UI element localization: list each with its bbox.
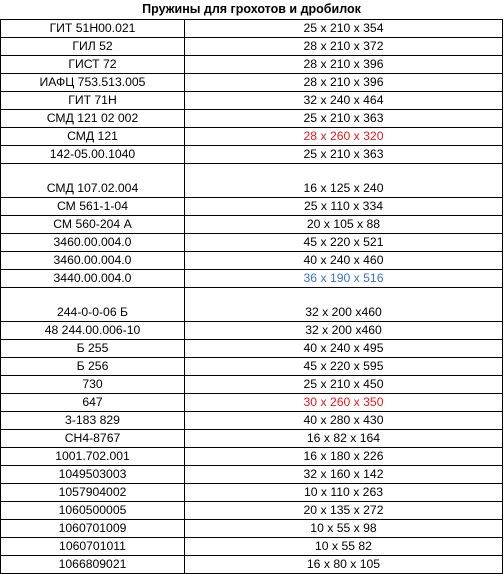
part-code-cell[interactable]: ГИЛ 52 [1, 38, 185, 56]
table-row [1, 288, 503, 322]
spring-size-cell[interactable]: 28 х 210 х 372 [185, 38, 503, 56]
spring-size-cell[interactable]: 32 х 200 х460 [185, 288, 503, 322]
part-code-cell[interactable]: СМД 121 02 002 [1, 110, 185, 128]
table-row [1, 556, 503, 574]
part-code-cell[interactable]: СМ 560-204 А [1, 216, 185, 234]
spring-size-cell[interactable]: 40 х 280 х 430 [185, 412, 503, 430]
table-row [1, 376, 503, 394]
part-code-cell[interactable]: 647 [1, 394, 185, 412]
table-row [1, 394, 503, 412]
table-row [1, 358, 503, 376]
part-code-cell[interactable]: 1049503003 [1, 466, 185, 484]
spring-size-cell[interactable]: 28 х 210 х 396 [185, 56, 503, 74]
part-code-cell[interactable]: 3460.00.004.0 [1, 234, 185, 252]
table-row [1, 198, 503, 216]
part-code-cell[interactable]: 730 [1, 376, 185, 394]
table-row [1, 448, 503, 466]
part-code-cell[interactable]: ИАФЦ 753.513.005 [1, 74, 185, 92]
spring-size-cell[interactable]: 40 х 240 х 495 [185, 340, 503, 358]
part-code-cell[interactable]: СМ 561-1-04 [1, 198, 185, 216]
springs-table [0, 19, 503, 574]
part-code-cell[interactable]: СН4-8767 [1, 430, 185, 448]
spring-size-cell[interactable]: 25 х 210 х 450 [185, 376, 503, 394]
spring-size-cell[interactable]: 30 х 260 х 350 [185, 394, 503, 412]
table-body [1, 20, 503, 574]
spring-size-cell[interactable]: 25 х 210 х 363 [185, 110, 503, 128]
part-code-cell[interactable]: 1060500005 [1, 502, 185, 520]
part-code-cell[interactable]: 1060701011 [1, 538, 185, 556]
table-row [1, 110, 503, 128]
table-row [1, 128, 503, 146]
table-row [1, 340, 503, 358]
spring-size-cell[interactable]: 25 х 110 х 334 [185, 198, 503, 216]
spring-size-cell[interactable]: 32 х 240 х 464 [185, 92, 503, 110]
spring-size-cell[interactable]: 40 х 240 х 460 [185, 252, 503, 270]
part-code-cell[interactable]: Б 256 [1, 358, 185, 376]
table-row [1, 74, 503, 92]
part-code-cell[interactable]: ГИТ 51Н00.021 [1, 20, 185, 38]
part-code-cell[interactable]: 3460.00.004.0 [1, 252, 185, 270]
spring-size-cell[interactable]: 28 х 260 х 320 [185, 128, 503, 146]
spring-size-cell[interactable]: 20 х 105 х 88 [185, 216, 503, 234]
spring-size-cell[interactable]: 28 х 210 х 396 [185, 74, 503, 92]
spring-size-cell[interactable]: 25 х 210 х 354 [185, 20, 503, 38]
spring-size-cell[interactable]: 32 х 200 х460 [185, 322, 503, 340]
spring-size-cell[interactable]: 45 х 220 х 595 [185, 358, 503, 376]
table-row [1, 92, 503, 110]
part-code-cell[interactable]: 1066809021 [1, 556, 185, 574]
part-code-cell[interactable]: ГИСТ 72 [1, 56, 185, 74]
part-code-cell[interactable]: СМД 107.02.004 [1, 164, 185, 198]
spring-size-cell[interactable]: 10 х 55 82 [185, 538, 503, 556]
table-row [1, 56, 503, 74]
spring-size-cell[interactable]: 16 х 125 х 240 [185, 164, 503, 198]
sheet-title: Пружины для грохотов и дробилок [142, 2, 361, 16]
part-code-cell[interactable]: 1060701009 [1, 520, 185, 538]
spring-size-cell[interactable]: 32 х 160 х 142 [185, 466, 503, 484]
part-code-cell[interactable]: Б 255 [1, 340, 185, 358]
table-row [1, 322, 503, 340]
part-code-cell[interactable]: 48 244.00.006-10 [1, 322, 185, 340]
spring-size-cell[interactable]: 20 х 135 х 272 [185, 502, 503, 520]
table-row [1, 430, 503, 448]
table-row [1, 270, 503, 288]
table-row [1, 164, 503, 198]
part-code-cell[interactable]: СМД 121 [1, 128, 185, 146]
part-code-cell[interactable]: 142-05.00.1040 [1, 146, 185, 164]
spring-size-cell[interactable]: 25 х 210 х 363 [185, 146, 503, 164]
part-code-cell[interactable]: 244-0-0-06 Б [1, 288, 185, 322]
spring-size-cell[interactable]: 16 х 180 х 226 [185, 448, 503, 466]
spring-size-cell[interactable]: 10 х 55 х 98 [185, 520, 503, 538]
part-code-cell[interactable]: 3-183 829 [1, 412, 185, 430]
part-code-cell[interactable]: 1057904002 [1, 484, 185, 502]
part-code-cell[interactable]: 3440.00.004.0 [1, 270, 185, 288]
table-row [1, 252, 503, 270]
spring-size-cell[interactable]: 16 х 80 х 105 [185, 556, 503, 574]
table-row [1, 216, 503, 234]
table-row [1, 20, 503, 38]
spring-size-cell[interactable]: 45 х 220 х 521 [185, 234, 503, 252]
table-row [1, 234, 503, 252]
table-row [1, 412, 503, 430]
table-row [1, 484, 503, 502]
part-code-cell[interactable]: 1001.702.001 [1, 448, 185, 466]
table-row [1, 520, 503, 538]
table-row [1, 466, 503, 484]
spring-size-cell[interactable]: 36 х 190 х 516 [185, 270, 503, 288]
spring-size-cell[interactable]: 10 х 110 х 263 [185, 484, 503, 502]
part-code-cell[interactable]: ГИТ 71Н [1, 92, 185, 110]
spring-size-cell[interactable]: 16 х 82 х 164 [185, 430, 503, 448]
table-row [1, 146, 503, 164]
table-row [1, 502, 503, 520]
table-row [1, 538, 503, 556]
table-row [1, 38, 503, 56]
